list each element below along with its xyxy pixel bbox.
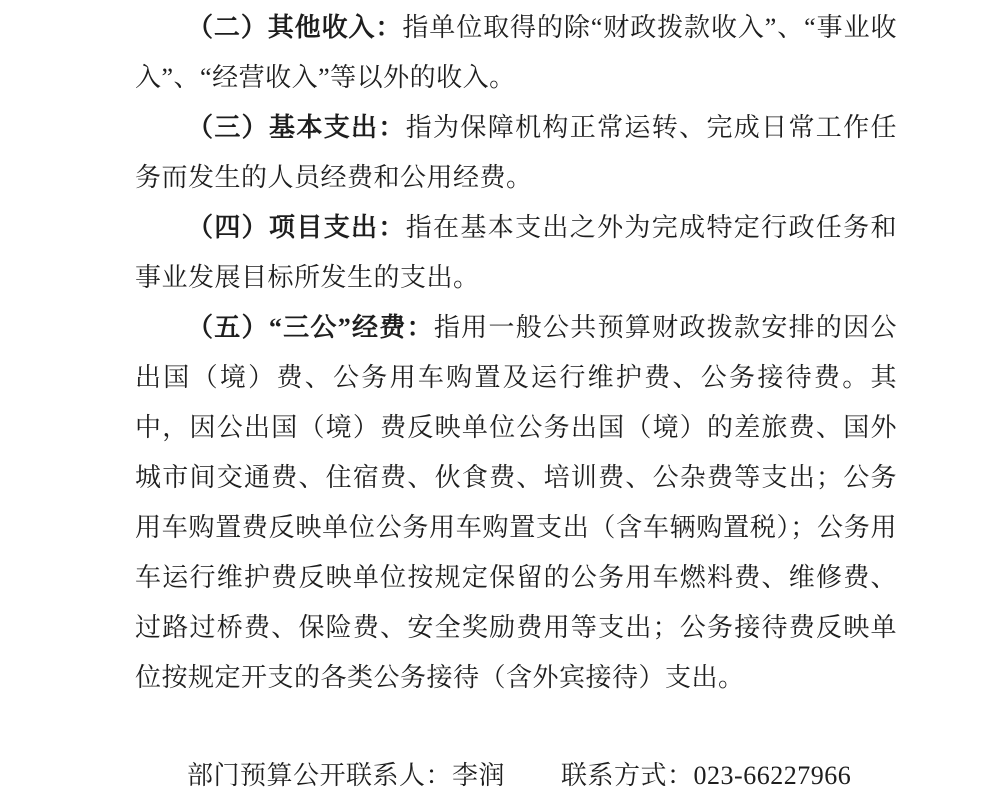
definition-basic-expenditure: 指为保障机构正常运转、完成日常工作任务而发生的人员经费和公用经费。: [135, 113, 897, 192]
phone-number: 023-66227966: [693, 761, 852, 790]
paragraph-other-income: [135, 3, 897, 103]
paragraph-project-expenditure: [135, 203, 897, 303]
contact-name: 李润: [452, 761, 506, 790]
paragraph-three-public-funds: [135, 303, 897, 703]
contact-line: [135, 751, 897, 801]
term-three-public-funds: （五）“三公”经费：: [187, 313, 434, 342]
definition-three-public-funds: 指用一般公共预算财政拨款安排的因公出国（境）费、公务用车购置及运行维护费、公务接待费。其中，因公出国（境）费反映单位公务出国（境）的差旅费、国外城市间交通费、住宿费、伙食费、培训费、公杂费等支出；公务用车购置费反映单位公务用车购置支出（含车辆购置税）；公务用车运行维护费反映单位按规定保留的公务用车燃料费、维修费、过路过桥费、保险费、安全奖励费用等支出；公务接待费反映单位按规定开支的各类公务接待（含外宾接待）支出。: [135, 313, 897, 692]
definition-other-income: 指单位取得的除“财政拨款收入”、“事业收入”、“经营收入”等以外的收入。: [135, 13, 897, 92]
phone-label: 联系方式：: [561, 761, 694, 790]
term-project-expenditure: （四）项目支出：: [187, 213, 406, 242]
term-other-income: （二）其他收入：: [187, 13, 403, 42]
definition-project-expenditure: 指在基本支出之外为完成特定行政任务和事业发展目标所发生的支出。: [135, 213, 897, 292]
contact-label: 部门预算公开联系人：: [187, 761, 453, 790]
paragraph-basic-expenditure: [135, 103, 897, 203]
term-basic-expenditure: （三）基本支出：: [187, 113, 406, 142]
